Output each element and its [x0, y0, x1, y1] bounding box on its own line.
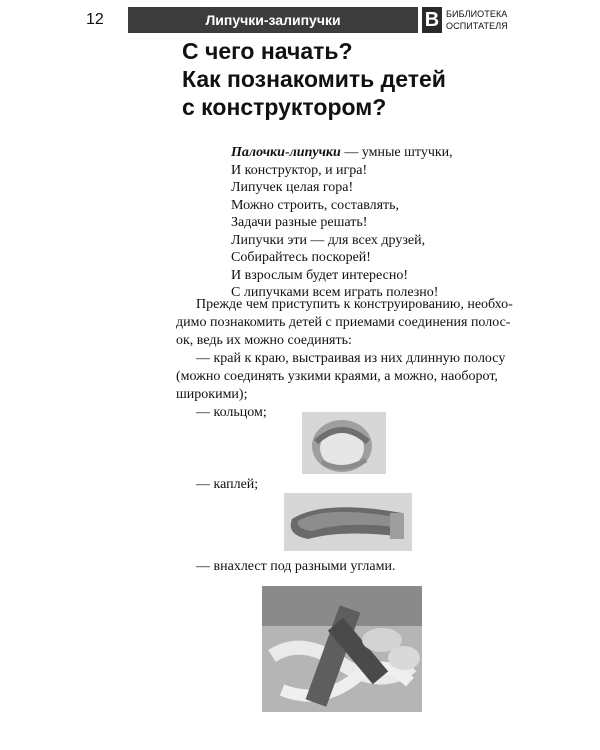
series-letter: В	[422, 7, 442, 33]
poem-line	[231, 144, 521, 162]
poem-line: И взрослым будет интересно!	[231, 267, 408, 283]
poem-first-rest: — умные штучки,	[340, 145, 453, 160]
body-line: димо познакомить детей с приемами соединения полос-	[176, 315, 511, 330]
overlap-photo	[262, 586, 422, 712]
header-bar	[128, 7, 418, 33]
ring-photo-art	[302, 412, 386, 474]
ring-photo	[302, 412, 386, 474]
poem-line: С липучками всем играть полезно!	[231, 285, 439, 300]
overlap-line	[176, 558, 516, 576]
body-line: — край к краю, выстраивая из них длинную полосу	[196, 351, 506, 366]
body-line: широкими);	[176, 387, 248, 402]
body-line: — внахлест под разными углами.	[196, 559, 396, 574]
body-line: Прежде чем приступить к конструированию, необхо-	[196, 297, 513, 312]
poem-line: Задачи разные решать!	[231, 215, 368, 230]
heading-line-2: Как познакомить детей	[182, 66, 446, 92]
page-number: 12	[86, 11, 104, 28]
poem-line: Липучки эти — для всех друзей,	[231, 232, 426, 248]
drop-photo	[284, 493, 412, 551]
heading-line-3: с конструктором?	[182, 94, 387, 120]
series-line-2: ОСПИТАТЕЛЯ	[446, 21, 508, 31]
page-header	[86, 7, 518, 33]
intro-paragraph	[176, 296, 516, 422]
body-line: — каплей;	[196, 477, 259, 492]
poem-line: Липучек целая гора!	[231, 180, 354, 195]
drop-line	[176, 476, 516, 494]
body-line: ок, ведь их можно соединять:	[176, 333, 352, 348]
chapter-title: Липучки-залипучки	[205, 12, 341, 28]
drop-photo-art	[284, 493, 412, 551]
series-line-1: БИБЛИОТЕКА	[446, 9, 508, 19]
body-line: (можно соединять узкими краями, а можно, наоборот,	[176, 369, 498, 384]
poem-line: Собирайтесь поскорей!	[231, 250, 371, 265]
section-heading	[182, 37, 502, 121]
poem	[231, 144, 521, 302]
heading-line-1: С чего начать?	[182, 38, 353, 64]
body-line: — кольцом;	[196, 405, 267, 420]
series-name	[446, 8, 518, 32]
poem-title-word: Палочки-липучки	[231, 145, 341, 160]
poem-line: И конструктор, и игра!	[231, 162, 368, 178]
overlap-photo-art	[262, 586, 422, 712]
poem-line: Можно строить, составлять,	[231, 197, 400, 213]
series-logo	[422, 7, 518, 33]
